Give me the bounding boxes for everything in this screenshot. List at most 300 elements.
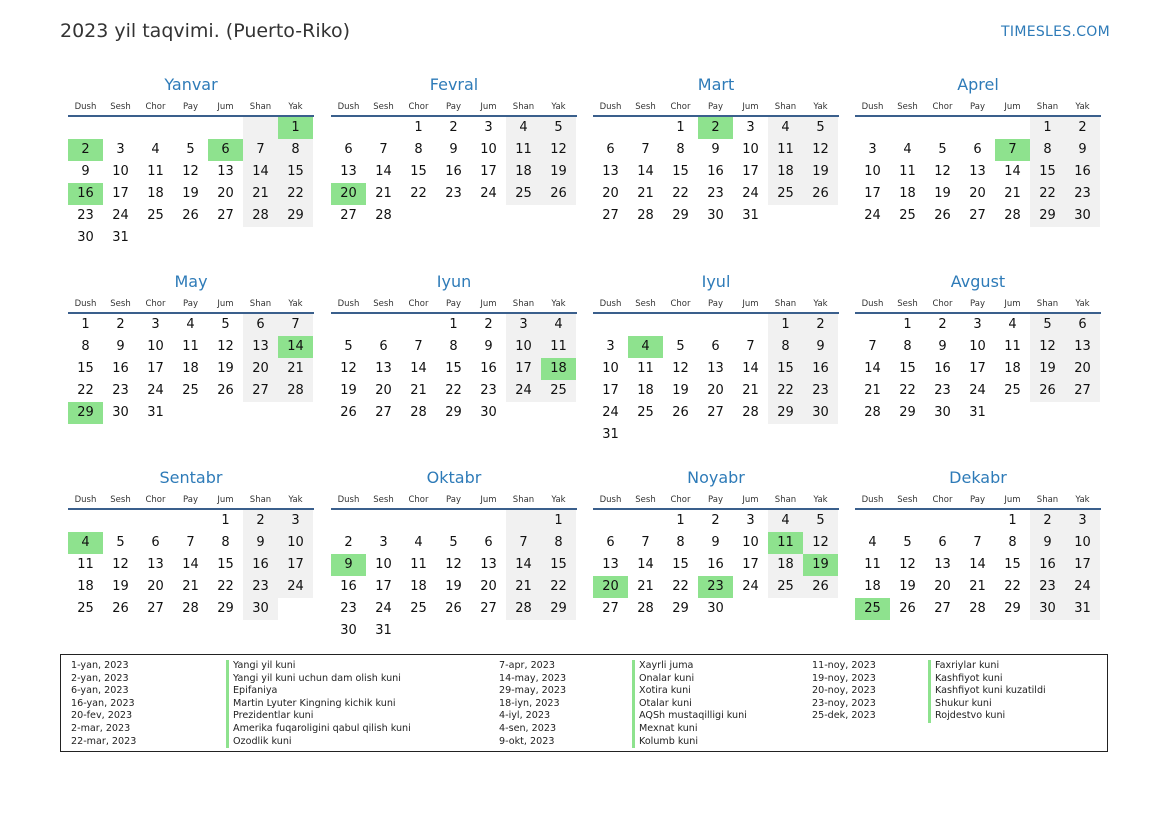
day-cell: 8 — [676, 142, 685, 157]
month-iyul — [593, 272, 839, 446]
day-cell: 2 — [68, 139, 103, 161]
day-cell: 6 — [379, 339, 388, 354]
legend-dates-col-3 — [812, 660, 876, 723]
weekday-label: Chor — [408, 495, 429, 505]
empty-day-cell — [103, 117, 138, 139]
legend-date: 18-iyn, 2023 — [499, 697, 560, 709]
legend-holiday-name: Ozodlik kuni — [226, 736, 411, 749]
day-cell: 20 — [147, 579, 164, 594]
day-cell: 23 — [77, 208, 94, 223]
day-cell: 7 — [379, 142, 388, 157]
day-cell: 4 — [868, 535, 877, 550]
day-grid — [331, 314, 577, 424]
day-cell: 21 — [506, 576, 541, 598]
day-cell: 17 — [742, 557, 759, 572]
weekday-header — [855, 95, 1101, 117]
day-cell: 12 — [672, 361, 689, 376]
weekday-label: Chor — [932, 299, 953, 309]
day-cell: 4 — [768, 117, 803, 139]
day-cell: 20 — [480, 579, 497, 594]
month-name: Sentabr — [159, 468, 223, 487]
weekday-label: Dush — [861, 495, 884, 505]
legend-dates-col-2 — [499, 660, 566, 748]
empty-day-cell — [1065, 402, 1100, 424]
day-grid — [68, 117, 314, 249]
day-cell: 7 — [641, 535, 650, 550]
day-cell: 19 — [340, 383, 357, 398]
day-grid — [855, 117, 1101, 227]
day-cell: 14 — [506, 554, 541, 576]
day-cell: 14 — [375, 164, 392, 179]
day-cell: 8 — [414, 142, 423, 157]
empty-day-cell — [208, 227, 243, 249]
weekday-label: Pay — [446, 299, 461, 309]
day-cell: 13 — [707, 361, 724, 376]
day-cell: 30 — [707, 601, 724, 616]
empty-day-cell — [541, 620, 576, 642]
day-cell: 28 — [637, 208, 654, 223]
day-cell: 25 — [410, 601, 427, 616]
day-cell: 5 — [676, 339, 685, 354]
day-cell: 12 — [803, 532, 838, 554]
day-cell: 3 — [1065, 510, 1100, 532]
day-cell: 21 — [1004, 186, 1021, 201]
weekday-label: Yak — [813, 495, 828, 505]
day-cell: 22 — [672, 579, 689, 594]
empty-day-cell — [995, 117, 1030, 139]
day-cell: 28 — [1004, 208, 1021, 223]
day-cell: 24 — [278, 576, 313, 598]
day-cell: 8 — [81, 339, 90, 354]
empty-day-cell — [173, 510, 208, 532]
month-name: Dekabr — [949, 468, 1007, 487]
empty-day-cell — [890, 510, 925, 532]
day-cell: 18 — [899, 186, 916, 201]
day-cell: 20 — [1065, 358, 1100, 380]
day-cell: 5 — [344, 339, 353, 354]
day-cell: 23 — [698, 576, 733, 598]
day-cell: 13 — [602, 557, 619, 572]
day-cell: 16 — [340, 579, 357, 594]
weekday-label: Jum — [480, 102, 497, 112]
day-cell: 20 — [934, 579, 951, 594]
weekday-label: Dush — [337, 495, 360, 505]
day-cell: 26 — [934, 208, 951, 223]
day-cell: 8 — [903, 339, 912, 354]
day-cell: 3 — [506, 314, 541, 336]
day-cell: 15 — [672, 164, 689, 179]
weekday-label: Yak — [1075, 102, 1090, 112]
day-cell: 9 — [449, 142, 458, 157]
day-cell: 9 — [711, 142, 720, 157]
day-cell: 3 — [116, 142, 125, 157]
empty-day-cell — [331, 117, 366, 139]
day-cell: 24 — [506, 380, 541, 402]
weekday-label: Jum — [217, 102, 234, 112]
day-cell: 23 — [112, 383, 129, 398]
empty-day-cell — [733, 598, 768, 620]
weekday-label: Shan — [512, 299, 535, 309]
month-name: Noyabr — [687, 468, 745, 487]
day-cell: 9 — [243, 532, 278, 554]
weekday-label: Dush — [599, 299, 622, 309]
day-cell: 24 — [864, 208, 881, 223]
day-cell: 5 — [803, 510, 838, 532]
day-cell: 11 — [1004, 339, 1021, 354]
site-link[interactable]: TIMESLES.COM — [1001, 24, 1110, 40]
weekday-label: Shan — [774, 299, 797, 309]
day-cell: 5 — [116, 535, 125, 550]
day-grid — [331, 510, 577, 642]
day-cell: 18 — [410, 579, 427, 594]
day-cell: 29 — [68, 402, 103, 424]
month-name: Fevral — [429, 75, 479, 94]
weekday-label: Chor — [670, 495, 691, 505]
day-cell: 16 — [243, 554, 278, 576]
day-cell: 3 — [151, 317, 160, 332]
weekday-label: Jum — [1004, 102, 1021, 112]
day-cell: 2 — [484, 317, 493, 332]
month-name: Iyul — [701, 272, 731, 291]
day-grid — [855, 510, 1101, 620]
day-cell: 22 — [217, 579, 234, 594]
day-cell: 11 — [147, 164, 164, 179]
day-cell: 20 — [243, 358, 278, 380]
day-cell: 12 — [182, 164, 199, 179]
legend-holiday-name: Mexnat kuni — [632, 723, 747, 736]
empty-day-cell — [401, 314, 436, 336]
weekday-label: Shan — [249, 102, 272, 112]
day-cell: 16 — [112, 361, 129, 376]
empty-day-cell — [401, 510, 436, 532]
day-cell: 20 — [969, 186, 986, 201]
day-cell: 16 — [68, 183, 103, 205]
weekday-header — [593, 488, 839, 510]
weekday-label: Dush — [337, 299, 360, 309]
day-cell: 6 — [344, 142, 353, 157]
month-may — [68, 272, 314, 424]
day-cell: 6 — [484, 535, 493, 550]
day-cell: 6 — [243, 314, 278, 336]
day-cell: 17 — [742, 164, 759, 179]
day-cell: 10 — [602, 361, 619, 376]
day-cell: 11 — [899, 164, 916, 179]
empty-day-cell — [855, 314, 890, 336]
weekday-label: Jum — [742, 102, 759, 112]
weekday-header — [593, 292, 839, 314]
day-cell: 14 — [278, 336, 313, 358]
day-cell: 29 — [672, 208, 689, 223]
day-cell: 22 — [77, 383, 94, 398]
month-mart — [593, 75, 839, 227]
day-cell: 1 — [81, 317, 90, 332]
empty-day-cell — [593, 510, 628, 532]
day-cell: 27 — [1065, 380, 1100, 402]
day-cell: 17 — [480, 164, 497, 179]
legend-holiday-name: Epifaniya — [226, 685, 411, 698]
day-cell: 26 — [112, 601, 129, 616]
day-cell: 13 — [147, 557, 164, 572]
legend-holiday-name: Faxriylar kuni — [928, 660, 1046, 673]
day-cell: 15 — [1004, 557, 1021, 572]
day-cell: 12 — [112, 557, 129, 572]
day-cell: 20 — [331, 183, 366, 205]
day-cell: 10 — [864, 164, 881, 179]
month-name: Iyun — [436, 272, 472, 291]
day-cell: 11 — [506, 139, 541, 161]
weekday-label: Dush — [74, 299, 97, 309]
day-cell: 10 — [480, 142, 497, 157]
day-cell: 25 — [506, 183, 541, 205]
day-cell: 20 — [707, 383, 724, 398]
legend-date: 9-okt, 2023 — [499, 735, 555, 747]
day-cell: 5 — [1030, 314, 1065, 336]
day-cell: 1 — [903, 317, 912, 332]
day-cell: 22 — [541, 576, 576, 598]
weekday-label: Sesh — [897, 299, 918, 309]
day-cell: 2 — [344, 535, 353, 550]
weekday-label: Pay — [970, 102, 985, 112]
weekday-header — [331, 488, 577, 510]
weekday-label: Shan — [1036, 102, 1059, 112]
day-cell: 19 — [934, 186, 951, 201]
day-cell: 17 — [969, 361, 986, 376]
day-cell: 13 — [480, 557, 497, 572]
day-cell: 3 — [278, 510, 313, 532]
day-cell: 4 — [628, 336, 663, 358]
empty-day-cell — [173, 117, 208, 139]
day-cell: 22 — [445, 383, 462, 398]
empty-day-cell — [803, 205, 838, 227]
month-aprel — [855, 75, 1101, 227]
weekday-label: Pay — [183, 102, 198, 112]
day-cell: 30 — [707, 208, 724, 223]
weekday-header — [68, 292, 314, 314]
day-cell: 21 — [637, 186, 654, 201]
day-grid — [593, 117, 839, 227]
empty-day-cell — [138, 117, 173, 139]
day-cell: 26 — [899, 601, 916, 616]
day-cell: 31 — [375, 623, 392, 638]
empty-day-cell — [366, 314, 401, 336]
day-cell: 28 — [375, 208, 392, 223]
day-cell: 30 — [480, 405, 497, 420]
day-cell: 3 — [746, 513, 755, 528]
day-cell: 21 — [410, 383, 427, 398]
month-name: Avgust — [950, 272, 1006, 291]
day-cell: 14 — [637, 557, 654, 572]
day-cell: 13 — [340, 164, 357, 179]
day-cell: 3 — [746, 120, 755, 135]
day-cell: 1 — [676, 513, 685, 528]
weekday-label: Yak — [1075, 495, 1090, 505]
day-cell: 5 — [221, 317, 230, 332]
day-cell: 15 — [278, 161, 313, 183]
day-cell: 29 — [768, 402, 803, 424]
day-cell: 27 — [969, 208, 986, 223]
day-cell: 30 — [243, 598, 278, 620]
day-cell: 8 — [768, 336, 803, 358]
day-cell: 8 — [221, 535, 230, 550]
day-cell: 6 — [208, 139, 243, 161]
day-cell: 16 — [1030, 554, 1065, 576]
empty-day-cell — [925, 510, 960, 532]
weekday-label: Jum — [217, 299, 234, 309]
day-cell: 18 — [506, 161, 541, 183]
weekday-label: Jum — [217, 495, 234, 505]
day-cell: 15 — [410, 164, 427, 179]
empty-day-cell — [663, 424, 698, 446]
day-cell: 5 — [541, 117, 576, 139]
day-cell: 25 — [899, 208, 916, 223]
day-cell: 9 — [803, 336, 838, 358]
weekday-label: Sesh — [373, 299, 394, 309]
day-cell: 21 — [182, 579, 199, 594]
day-cell: 13 — [217, 164, 234, 179]
month-yanvar — [68, 75, 314, 249]
day-cell: 10 — [1065, 532, 1100, 554]
day-cell: 10 — [742, 535, 759, 550]
day-grid — [68, 510, 314, 620]
day-cell: 4 — [186, 317, 195, 332]
day-cell: 23 — [934, 383, 951, 398]
day-cell: 19 — [803, 161, 838, 183]
weekday-label: Chor — [670, 299, 691, 309]
day-cell: 1 — [221, 513, 230, 528]
day-cell: 5 — [938, 142, 947, 157]
day-cell: 2 — [938, 317, 947, 332]
legend-holiday-name: Yangi yil kuni uchun dam olish kuni — [226, 673, 411, 686]
day-cell: 4 — [903, 142, 912, 157]
day-cell: 24 — [969, 383, 986, 398]
weekday-label: Jum — [1004, 495, 1021, 505]
day-cell: 12 — [803, 139, 838, 161]
day-cell: 7 — [243, 139, 278, 161]
weekday-label: Pay — [970, 299, 985, 309]
day-cell: 3 — [484, 120, 493, 135]
empty-day-cell — [593, 117, 628, 139]
day-cell: 12 — [340, 361, 357, 376]
day-cell: 22 — [278, 183, 313, 205]
day-cell: 30 — [934, 405, 951, 420]
day-cell: 3 — [973, 317, 982, 332]
day-cell: 16 — [445, 164, 462, 179]
day-cell: 26 — [1030, 380, 1065, 402]
empty-day-cell — [541, 402, 576, 424]
day-cell: 11 — [768, 532, 803, 554]
day-cell: 21 — [864, 383, 881, 398]
weekday-header — [331, 95, 577, 117]
day-cell: 19 — [1030, 358, 1065, 380]
empty-day-cell — [471, 620, 506, 642]
day-cell: 29 — [278, 205, 313, 227]
legend-date: 4-sen, 2023 — [499, 722, 557, 734]
legend-names-col-2 — [632, 660, 747, 748]
day-cell: 10 — [375, 557, 392, 572]
day-cell: 23 — [445, 186, 462, 201]
weekday-label: Pay — [446, 102, 461, 112]
day-cell: 19 — [445, 579, 462, 594]
day-cell: 12 — [217, 339, 234, 354]
empty-day-cell — [366, 510, 401, 532]
empty-day-cell — [331, 314, 366, 336]
day-cell: 6 — [606, 142, 615, 157]
empty-day-cell — [593, 314, 628, 336]
month-sentabr — [68, 468, 314, 620]
day-cell: 2 — [803, 314, 838, 336]
day-cell: 18 — [541, 358, 576, 380]
empty-day-cell — [436, 510, 471, 532]
day-cell: 17 — [864, 186, 881, 201]
day-cell: 18 — [182, 361, 199, 376]
day-cell: 10 — [112, 164, 129, 179]
day-cell: 28 — [243, 205, 278, 227]
legend-dates-col-1 — [71, 660, 136, 748]
day-cell: 29 — [672, 601, 689, 616]
legend-holiday-name: Xotira kuni — [632, 685, 747, 698]
day-cell: 18 — [147, 186, 164, 201]
weekday-label: Dush — [337, 102, 360, 112]
empty-day-cell — [401, 205, 436, 227]
day-cell: 5 — [803, 117, 838, 139]
weekday-label: Jum — [1004, 299, 1021, 309]
weekday-label: Pay — [970, 495, 985, 505]
weekday-label: Chor — [408, 299, 429, 309]
day-grid — [593, 510, 839, 620]
empty-day-cell — [173, 227, 208, 249]
day-cell: 6 — [1065, 314, 1100, 336]
empty-day-cell — [506, 402, 541, 424]
day-cell: 13 — [602, 164, 619, 179]
day-cell: 28 — [410, 405, 427, 420]
day-cell: 24 — [742, 579, 759, 594]
day-cell: 8 — [1008, 535, 1017, 550]
weekday-label: Shan — [249, 299, 272, 309]
day-cell: 30 — [803, 402, 838, 424]
day-cell: 11 — [768, 139, 803, 161]
day-cell: 15 — [217, 557, 234, 572]
day-cell: 29 — [1004, 601, 1021, 616]
day-cell: 26 — [340, 405, 357, 420]
day-cell: 23 — [1065, 183, 1100, 205]
weekday-label: Dush — [599, 495, 622, 505]
day-cell: 7 — [278, 314, 313, 336]
day-cell: 17 — [602, 383, 619, 398]
day-cell: 18 — [637, 383, 654, 398]
day-cell: 21 — [637, 579, 654, 594]
legend-date: 6-yan, 2023 — [71, 685, 129, 697]
day-cell: 14 — [637, 164, 654, 179]
weekday-label: Yak — [1075, 299, 1090, 309]
day-cell: 18 — [1004, 361, 1021, 376]
day-cell: 23 — [340, 601, 357, 616]
day-cell: 29 — [1030, 205, 1065, 227]
day-cell: 11 — [182, 339, 199, 354]
day-cell: 10 — [969, 339, 986, 354]
empty-day-cell — [208, 402, 243, 424]
day-cell: 18 — [864, 579, 881, 594]
day-cell: 4 — [768, 510, 803, 532]
weekday-label: Shan — [512, 102, 535, 112]
empty-day-cell — [960, 117, 995, 139]
day-cell: 11 — [541, 336, 576, 358]
weekday-header — [855, 488, 1101, 510]
day-cell: 17 — [506, 358, 541, 380]
weekday-label: Chor — [145, 495, 166, 505]
day-cell: 28 — [969, 601, 986, 616]
weekday-label: Yak — [551, 102, 566, 112]
empty-day-cell — [663, 314, 698, 336]
